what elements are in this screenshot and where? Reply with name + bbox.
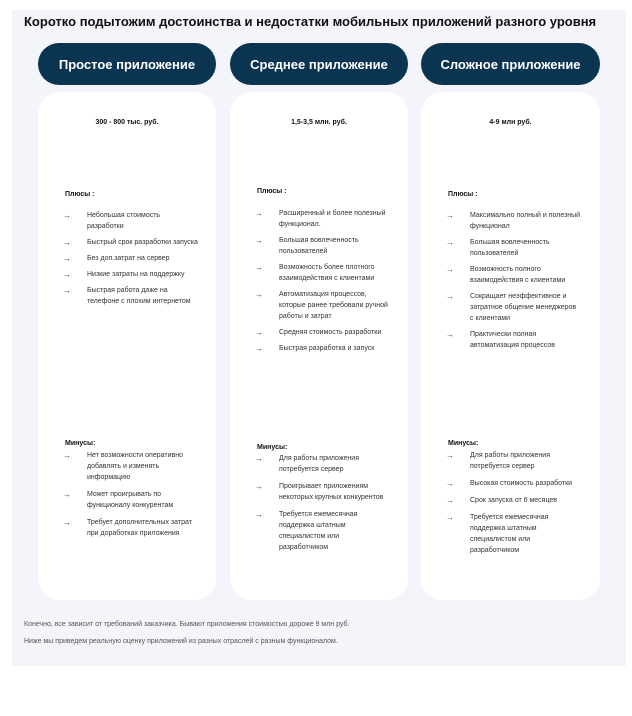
arrow-right-icon: → (255, 454, 263, 463)
cons-label: Минусы: (448, 440, 479, 447)
arrow-right-icon: → (255, 263, 263, 272)
arrow-right-icon: → (446, 238, 454, 247)
list-item: → Быстрая работа даже на телефоне с плохим интернетом (63, 286, 191, 305)
list-item: → Практически полная автоматизация процессов (446, 330, 555, 349)
list-item: → Низкие затраты на поддержку (63, 270, 185, 279)
footer-note-2: Ниже мы приведем реальную оценку приложений из разных отраслей с разным функционалом. (24, 638, 338, 645)
cons-label: Минусы: (65, 440, 96, 447)
price-label: 4-9 млн руб. (489, 119, 532, 126)
arrow-right-icon: → (63, 270, 71, 279)
arrow-right-icon: → (63, 518, 71, 527)
list-item: → Автоматизация процессов, которые ранее требовали ручной работы и затрат (255, 290, 388, 320)
arrow-right-icon: → (446, 513, 454, 522)
arrow-right-icon: → (63, 238, 71, 247)
list-item: → Срок запуска от 6 месяцев (446, 496, 557, 505)
list-item: → Высокая стоимость разработки (446, 479, 573, 488)
list-item: → Сокращает неэффективное и затратное общение менеджеров с клиентами (446, 292, 577, 322)
header-complex-app: Сложное приложение (421, 43, 600, 85)
list-item: → Требуется ежемесячная поддержка штатным специалистом или разработчиком (255, 510, 358, 551)
header-simple-app: Простое приложение (38, 43, 216, 85)
list-item: → Может проигрывать по функционалу конкурентам (63, 490, 174, 509)
arrow-right-icon: → (63, 451, 71, 460)
arrow-right-icon: → (446, 496, 454, 505)
header-medium-app: Среднее приложение (230, 43, 408, 85)
arrow-right-icon: → (446, 211, 454, 220)
arrow-right-icon: → (255, 209, 263, 218)
list-item: → Нет возможности оперативно добавлять и изменять информацию (63, 451, 183, 481)
pros-list (63, 210, 198, 312)
arrow-right-icon: → (63, 211, 71, 220)
arrow-right-icon: → (446, 292, 454, 301)
list-item: → Расширенный и более полезный функционал. (255, 209, 386, 228)
list-item: → Требуется ежемесячная поддержка штатным специалистом или разработчиком (446, 513, 549, 554)
arrow-right-icon: → (255, 290, 263, 299)
card-complex-app (421, 92, 600, 600)
footer-note-1: Конечно, все зависит от требований заказчика. Бывают приложения стоимостью дороже 9 млн руб. (24, 621, 350, 628)
arrow-right-icon: → (446, 330, 454, 339)
list-item: → Быстрая разработка и запуск (255, 344, 375, 353)
arrow-right-icon: → (255, 482, 263, 491)
list-item: → Для работы приложения потребуется сервер (446, 451, 550, 470)
pros-list (255, 208, 390, 359)
list-item: → Возможность полного взаимодействия с клиентами (446, 265, 566, 284)
list-item: → Небольшая стоимость разработки (63, 211, 161, 230)
pros-label: Плюсы : (448, 191, 478, 198)
list-item: → Требует дополнительных затрат при доработках приложения (63, 518, 192, 537)
list-item: → Быстрый срок разработки запуска (63, 238, 198, 247)
list-item: → Средняя стоимость разработки (255, 328, 382, 337)
pros-list (446, 210, 581, 356)
pros-label: Плюсы : (65, 191, 95, 198)
list-item: → Максимально полный и полезный функционал (446, 211, 581, 230)
arrow-right-icon: → (255, 236, 263, 245)
cons-list (63, 450, 198, 545)
cons-list (446, 450, 581, 562)
arrow-right-icon: → (255, 510, 263, 519)
list-item: → Большая вовлеченность пользователей (446, 238, 550, 257)
arrow-right-icon: → (255, 328, 263, 337)
cons-label: Минусы: (257, 444, 288, 451)
arrow-right-icon: → (446, 451, 454, 460)
arrow-right-icon: → (63, 286, 71, 295)
price-label: 300 - 800 тыс. руб. (95, 119, 159, 126)
list-item: → Проигрывает приложениям некоторых крупных конкурентов (255, 482, 384, 501)
arrow-right-icon: → (63, 254, 71, 263)
list-item: → Для работы приложения потребуется сервер (255, 454, 359, 473)
list-item: → Без доп.затрат на сервер (63, 254, 170, 263)
arrow-right-icon: → (255, 344, 263, 353)
card-simple-app (38, 92, 216, 600)
arrow-right-icon: → (63, 490, 71, 499)
price-label: 1,5-3,5 млн. руб. (291, 119, 347, 126)
pros-label: Плюсы : (257, 188, 287, 195)
list-item: → Возможность более плотного взаимодействия с клиентами (255, 263, 375, 282)
arrow-right-icon: → (446, 479, 454, 488)
arrow-right-icon: → (446, 265, 454, 274)
list-item: → Большая вовлеченность пользователей (255, 236, 359, 255)
page-title: Коротко подытожим достоинства и недостатки мобильных приложений разного уровня (24, 14, 597, 29)
cons-list (255, 453, 390, 559)
card-medium-app (230, 92, 408, 600)
